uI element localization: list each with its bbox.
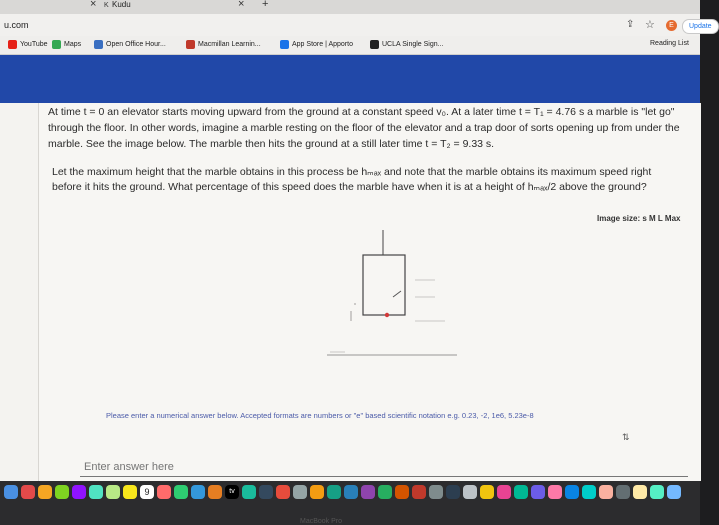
dock-app-icon[interactable] <box>412 485 426 499</box>
dock-app-icon[interactable] <box>582 485 596 499</box>
dock-app-icon[interactable] <box>429 485 443 499</box>
dock-app-icon[interactable] <box>327 485 341 499</box>
dock-app-icon[interactable] <box>293 485 307 499</box>
dock-app-icon[interactable] <box>548 485 562 499</box>
bookmarks-bar <box>0 36 700 55</box>
kudu-favicon-icon: K <box>104 2 109 9</box>
dock-app-icon[interactable] <box>395 485 409 499</box>
share-icon[interactable]: ⇪ <box>626 19 635 30</box>
bookmark-item[interactable] <box>186 40 261 49</box>
bookmark-favicon-icon <box>8 40 17 49</box>
bookmark-label: Maps <box>64 41 82 48</box>
elevator-diagram <box>315 225 465 360</box>
trap-door <box>393 291 401 297</box>
dock-app-icon[interactable] <box>565 485 579 499</box>
dock-app-icon[interactable] <box>174 485 188 499</box>
image-size-control <box>597 214 680 223</box>
dock-app-icon[interactable] <box>344 485 358 499</box>
address-bar <box>0 14 712 36</box>
tab-close-icon[interactable]: × <box>238 0 245 10</box>
apple-tv-icon[interactable]: tv <box>225 485 239 499</box>
dock-app-icon[interactable] <box>21 485 35 499</box>
bookmark-favicon-icon <box>94 40 103 49</box>
dock-app-icon[interactable] <box>191 485 205 499</box>
dock-app-icon[interactable] <box>157 485 171 499</box>
answer-format-hint: Please enter a numerical answer below. Accepted formats are numbers or "e" based scientific notation e.g. 0.23, -2, 1e6, 5.23e-8 <box>106 411 534 420</box>
profile-avatar[interactable]: E <box>666 20 677 31</box>
bookmark-item[interactable] <box>280 40 353 49</box>
dock-app-icon[interactable] <box>616 485 630 499</box>
tab-title[interactable]: Kudu <box>112 0 131 9</box>
dock-app-icon[interactable] <box>378 485 392 499</box>
bookmark-star-icon[interactable]: ☆ <box>645 19 655 31</box>
dock-app-icon[interactable] <box>55 485 69 499</box>
bookmark-label: Macmillan Learnin... <box>198 41 261 48</box>
dock-app-icon[interactable] <box>497 485 511 499</box>
dock-app-icon[interactable] <box>531 485 545 499</box>
bookmark-label: App Store | Apporto <box>292 41 353 48</box>
bookmark-label: Open Office Hour... <box>106 41 166 48</box>
bookmark-favicon-icon <box>370 40 379 49</box>
image-size-options[interactable]: s M L Max <box>642 214 681 223</box>
dock-app-icon[interactable] <box>667 485 681 499</box>
url-field[interactable]: u.com <box>4 20 29 30</box>
update-button[interactable]: Update <box>682 19 719 34</box>
dock-app-icon[interactable] <box>276 485 290 499</box>
bookmark-item[interactable] <box>94 40 166 49</box>
dock-app-icon[interactable] <box>650 485 664 499</box>
elevator-box <box>363 255 405 315</box>
dock-app-icon[interactable] <box>242 485 256 499</box>
answer-input[interactable] <box>80 458 688 477</box>
tab-close-icon[interactable]: × <box>90 0 97 10</box>
dock-app-icon[interactable] <box>463 485 477 499</box>
marble <box>385 313 389 317</box>
dock-app-icon[interactable] <box>480 485 494 499</box>
dock-app-icon[interactable] <box>599 485 613 499</box>
dock-app-icon[interactable] <box>361 485 375 499</box>
question-paragraph-1: At time t = 0 an elevator starts moving upward from the ground at a constant speed v₀. At a later time t = T₁ = 4.76 s a marble is "let go" through the floor. In other words, imagine a marble resting on the floor of the elevator and a trap door of sorts opening up from under the marble. See the image below. The marble then hits the ground at a still later time t = T₂ = 9.33 s. <box>48 106 680 150</box>
bookmark-label: YouTube <box>20 41 48 48</box>
bookmark-item[interactable] <box>370 40 443 49</box>
question-paragraph-2: Let the maximum height that the marble obtains in this process be hₘₐₓ and note that the marble obtains its maximum speed right before it hits the ground. What percentage of this speed does the marble have when it is at a height of hₘₐₓ/2 above the ground? <box>52 166 652 193</box>
dock-app-icon[interactable] <box>514 485 528 499</box>
dock-app-icon[interactable] <box>38 485 52 499</box>
new-tab-button[interactable]: + <box>262 0 269 10</box>
dock-app-icon[interactable] <box>89 485 103 499</box>
image-size-label: Image size: <box>597 214 641 223</box>
dock-app-icon[interactable] <box>123 485 137 499</box>
bookmark-item[interactable] <box>52 40 81 49</box>
reading-list-button[interactable]: Reading List <box>650 40 689 47</box>
dock-app-icon[interactable] <box>310 485 324 499</box>
dock-app-icon[interactable] <box>259 485 273 499</box>
page-header-band <box>0 55 700 103</box>
dock-app-icon[interactable] <box>4 485 18 499</box>
tab-strip <box>0 0 700 14</box>
bookmark-favicon-icon <box>186 40 195 49</box>
macos-dock <box>0 481 700 525</box>
bookmark-favicon-icon <box>280 40 289 49</box>
scroll-arrows-icon[interactable]: ⇅ <box>622 432 630 442</box>
calendar-icon[interactable]: 9 <box>140 485 154 499</box>
dock-app-icon[interactable] <box>72 485 86 499</box>
dock-app-icon[interactable] <box>633 485 647 499</box>
dock-app-icon[interactable] <box>208 485 222 499</box>
dock-app-icon[interactable] <box>446 485 460 499</box>
device-label: MacBook Pro <box>300 518 343 525</box>
dock-app-icon[interactable] <box>106 485 120 499</box>
bookmark-label: UCLA Single Sign... <box>382 41 444 48</box>
bookmark-item[interactable] <box>8 40 48 49</box>
bookmark-favicon-icon <box>52 40 61 49</box>
